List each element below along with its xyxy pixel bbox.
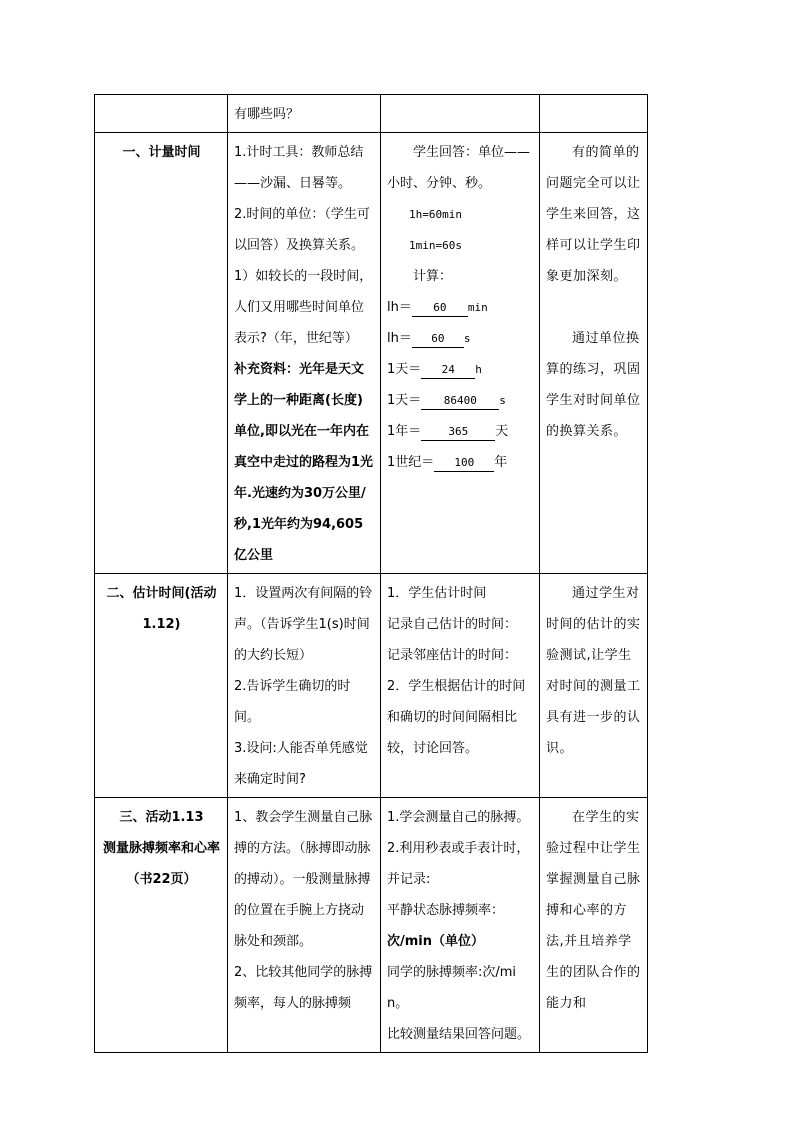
purpose-text: 在学生的实验过程中让学生掌握测量自己脉搏和心率的方法,并且培养学生的团队合作的能力和 xyxy=(546,810,641,1011)
fill-blank: 1天＝ 86400 s xyxy=(387,393,506,408)
table-row xyxy=(95,133,648,574)
row0-col1 xyxy=(95,95,228,133)
teacher-activity-cell xyxy=(228,798,381,1053)
student-item: 比较测量结果回答问题。 xyxy=(387,1027,531,1042)
table-row xyxy=(95,95,648,133)
student-item: 同学的脉搏频率:次/min。 xyxy=(387,965,517,1011)
student-item: 2.利用秒表或手表计时，并记录: xyxy=(387,841,530,887)
purpose-cell xyxy=(540,574,648,798)
equation: 1min=60s xyxy=(409,239,462,252)
section-title: 一、计量时间 xyxy=(122,145,201,160)
cell-text: 有哪些吗？ xyxy=(234,107,300,122)
student-activity-cell xyxy=(381,798,540,1053)
row0-col2 xyxy=(228,95,381,133)
table-row xyxy=(95,798,648,1053)
teacher-item: 3.设问:人能否单凭感觉来确定时间? xyxy=(234,741,368,787)
student-item: 2．学生根据估计的时间和确切的时间间隔相比较，讨论回答。 xyxy=(387,679,526,756)
student-answer: 学生回答：单位——小时、分钟、秒。 xyxy=(387,145,531,191)
section-title-cell xyxy=(95,798,228,1053)
student-activity-cell xyxy=(381,574,540,798)
table-row xyxy=(95,574,648,798)
purpose-cell xyxy=(540,133,648,574)
calc-label: 计算： xyxy=(413,269,453,284)
student-item: 平静状态脉搏频率： xyxy=(387,903,505,918)
supplement-text: 补充资料：光年是天文学上的一种距离(长度)单位,即以光在一年内在真空中走过的路程为1光年.光速约为30万公里/秒,1光年约为94,605亿公里 xyxy=(234,362,374,563)
spacer xyxy=(546,292,642,323)
teacher-item: 2、比较其他同学的脉搏频率，每人的脉搏频 xyxy=(234,965,373,1011)
section-title: 二、估计时间(活动1.12) xyxy=(106,586,217,632)
purpose-text: 通过单位换算的练习，巩固学生对时间单位的换算关系。 xyxy=(546,331,641,439)
student-activity-cell xyxy=(381,133,540,574)
student-item: 1．学生估计时间 xyxy=(387,586,487,601)
teacher-item: 2.时间的单位：（学生可以回答）及换算关系。 xyxy=(234,207,370,253)
section-title-cell xyxy=(95,133,228,574)
fill-blank: 1年＝ 365 天 xyxy=(387,424,509,439)
row0-col4 xyxy=(540,95,648,133)
purpose-text: 通过学生对时间的估计的实验测试,让学生对时间的测量工具有进一步的认识。 xyxy=(546,586,641,756)
purpose-text: 有的简单的问题完全可以让学生来回答，这样可以让学生印象更加深刻。 xyxy=(546,145,641,284)
student-item: 1.学会测量自己的脉搏。 xyxy=(387,810,530,825)
section-title-cell xyxy=(95,574,228,798)
section-title: 三、活动1.13 xyxy=(119,810,204,825)
equation: 1h=60min xyxy=(409,208,462,221)
teacher-item: 2.告诉学生确切的时间。 xyxy=(234,679,351,725)
lesson-plan-table xyxy=(94,94,648,1053)
teacher-item: 1）如较长的一段时间，人们又用哪些时间单位表示?（年，世纪等） xyxy=(234,269,373,346)
teacher-item: 1.计时工具：教师总结——沙漏、日晷等。 xyxy=(234,145,364,191)
fill-blank: 1天＝ 24 h xyxy=(387,362,482,377)
row0-col3 xyxy=(381,95,540,133)
section-title: 测量脉搏频率和心率（书22页） xyxy=(102,841,220,887)
teacher-item: 1．设置两次有间隔的铃声。（告诉学生1(s)时间的大约长短） xyxy=(234,586,373,663)
fill-blank: 1世纪＝ 100 年 xyxy=(387,455,508,470)
teacher-item: 1、教会学生测量自己脉搏的方法。（脉搏即动脉的搏动）。一般测量脉搏的位置在手腕上方挠动脉处和颈部。 xyxy=(234,810,373,949)
student-item: 记录自己估计的时间： xyxy=(387,617,518,632)
teacher-activity-cell xyxy=(228,574,381,798)
fill-blank: lh＝ 60 min xyxy=(387,300,488,315)
fill-blank: lh＝ 60 s xyxy=(387,331,471,346)
student-item: 记录邻座估计的时间： xyxy=(387,648,518,663)
purpose-cell xyxy=(540,798,648,1053)
teacher-activity-cell xyxy=(228,133,381,574)
pulse-unit: 次/min（单位） xyxy=(387,934,485,949)
